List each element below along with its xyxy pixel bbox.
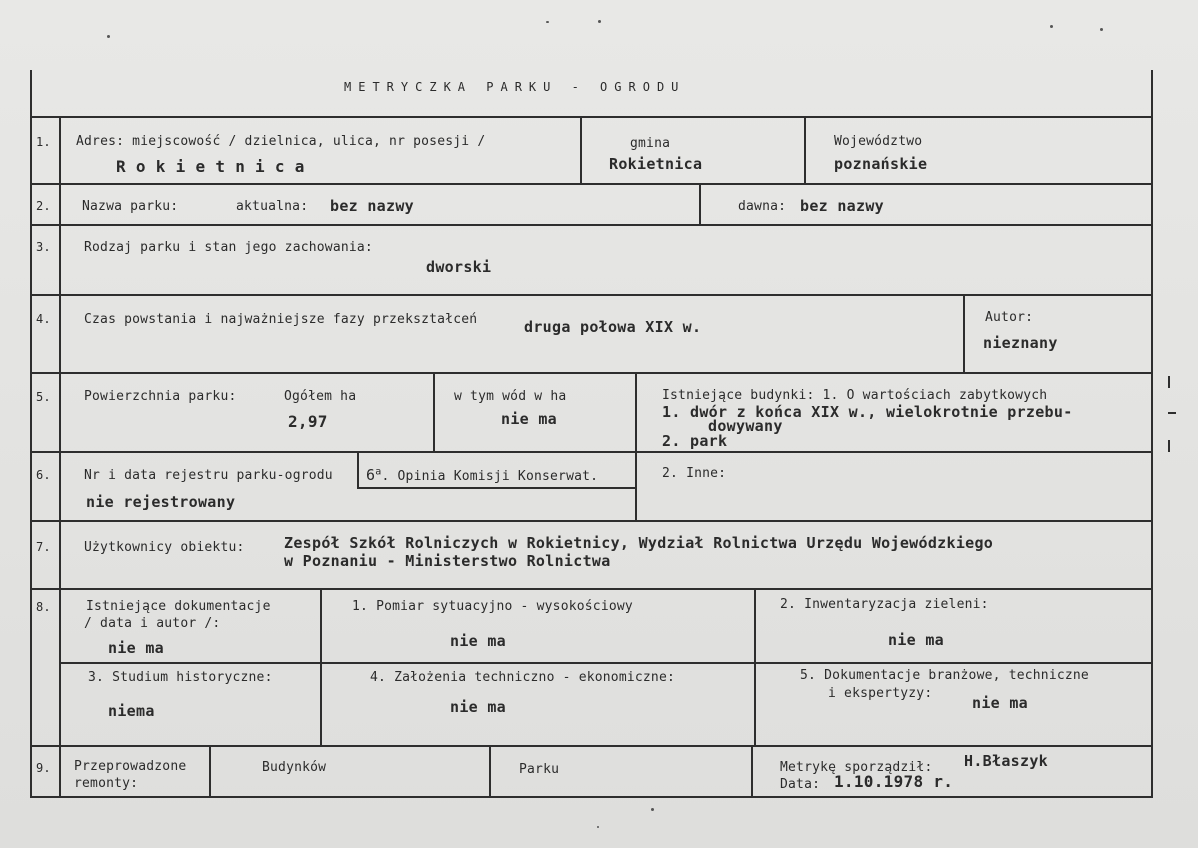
- wojewodztwo-value: poznańskie: [834, 155, 928, 173]
- users-value-line-2: w Poznaniu - Ministerstwo Rolnictwa: [284, 552, 611, 570]
- cell-divider: [433, 372, 435, 452]
- repairs-label-1: Przeprowadzone: [74, 759, 187, 774]
- row-line: [30, 372, 1153, 374]
- register-label: Nr i data rejestru parku-ogrodu: [84, 468, 333, 483]
- origin-label: Czas powstania i najważniejsze fazy przekształceń: [84, 312, 478, 327]
- branch-docs-label-2: i ekspertyzy:: [828, 686, 933, 701]
- paper-speck: [651, 808, 654, 811]
- author-value: nieznany: [983, 334, 1058, 352]
- row-number: 4.: [36, 312, 51, 326]
- date-label: Data:: [780, 777, 821, 792]
- wojewodztwo-label: Województwo: [834, 134, 923, 149]
- row-line: [30, 796, 1153, 798]
- park-name-former-label: dawna:: [738, 199, 787, 214]
- building-1-continued: dowywany: [708, 417, 783, 435]
- row-line: [30, 294, 1153, 296]
- gmina-label: gmina: [630, 136, 671, 151]
- techeco-label: 4. Założenia techniczno - ekonomiczne:: [370, 670, 676, 685]
- prepared-by-value: H.Błaszyk: [964, 752, 1048, 770]
- row-number: 1.: [36, 135, 51, 149]
- gmina-value: Rokietnica: [609, 155, 703, 173]
- address-value: R o k i e t n i c a: [116, 157, 305, 176]
- repairs-label-2: remonty:: [74, 776, 139, 791]
- history-label: 3. Studium historyczne:: [88, 670, 273, 685]
- cell-divider: [963, 294, 965, 373]
- address-label: Adres: miejscowość / dzielnica, ulica, nr posesji /: [76, 134, 486, 149]
- opinion-label: [366, 466, 598, 484]
- paper-speck: [546, 21, 549, 23]
- margin-mark: [1168, 412, 1176, 414]
- park-name-former-value: bez nazwy: [800, 197, 884, 215]
- area-label: Powierzchnia parku:: [84, 389, 237, 404]
- cell-divider: [804, 116, 806, 184]
- row-number: 8.: [36, 600, 51, 614]
- water-area-label: w tym wód w ha: [454, 389, 567, 404]
- margin-mark: [1168, 376, 1170, 388]
- row-line: [30, 224, 1153, 226]
- paper-speck: [598, 20, 601, 23]
- building-1: 1. dwór z końca XIX w., wielokrotnie przebu-: [662, 403, 1073, 421]
- cell-divider: [489, 745, 491, 797]
- paper-speck: [1050, 25, 1053, 28]
- paper-speck: [107, 35, 110, 38]
- row-line: [30, 520, 1153, 522]
- park-name-current-value: bez nazwy: [330, 197, 414, 215]
- opinion-text: . Opinia Komisji Konserwat.: [381, 469, 599, 484]
- cell-divider: [751, 745, 753, 797]
- row-number: 2.: [36, 199, 51, 213]
- frame-left: [30, 70, 32, 798]
- frame-right: [1151, 70, 1153, 798]
- margin-mark: [1168, 440, 1170, 452]
- survey-label: 1. Pomiar sytuacyjno - wysokościowy: [352, 599, 633, 614]
- other-label: 2. Inne:: [662, 466, 727, 481]
- row-line: [30, 183, 1153, 185]
- branch-docs-value: nie ma: [972, 694, 1028, 712]
- repairs-park-label: Parku: [519, 762, 560, 777]
- cell-divider: [320, 588, 322, 746]
- docs-label-1: Istniejące dokumentacje: [86, 599, 271, 614]
- row-number: 5.: [36, 390, 51, 404]
- survey-value: nie ma: [450, 632, 506, 650]
- prepared-by-label: Metrykę sporządził:: [780, 760, 933, 775]
- greenery-label: 2. Inwentaryzacja zieleni:: [780, 597, 989, 612]
- buildings-label: Istniejące budynki: 1. O wartościach zabytkowych: [662, 388, 1048, 403]
- author-label: Autor:: [985, 310, 1034, 325]
- building-2: 2. park: [662, 432, 728, 450]
- water-area-value: nie ma: [501, 410, 557, 428]
- row-number: 6.: [36, 468, 51, 482]
- form-title: METRYCZKA PARKU - OGRODU: [344, 80, 686, 94]
- docs-value: nie ma: [108, 639, 164, 657]
- cell-divider: [635, 372, 637, 452]
- park-type-value: dworski: [426, 258, 492, 276]
- greenery-value: nie ma: [888, 631, 944, 649]
- row-line: [59, 662, 1153, 664]
- park-type-label: Rodzaj parku i stan jego zachowania:: [84, 240, 373, 255]
- cell-divider: [357, 487, 637, 489]
- park-name-label: Nazwa parku:: [82, 199, 179, 214]
- row-line: [30, 451, 1153, 453]
- paper-speck: [597, 826, 599, 828]
- total-area-label: Ogółem ha: [284, 389, 357, 404]
- park-name-current-label: aktualna:: [236, 199, 309, 214]
- paper-speck: [1100, 28, 1103, 31]
- history-value: niema: [108, 702, 155, 720]
- cell-divider: [754, 588, 756, 746]
- row-line: [30, 588, 1153, 590]
- cell-divider: [699, 183, 701, 225]
- cell-divider: [209, 745, 211, 797]
- date-value: 1.10.1978 r.: [834, 772, 954, 791]
- register-value: nie rejestrowany: [86, 493, 236, 511]
- users-label: Użytkownicy obiektu:: [84, 540, 245, 555]
- docs-label-2: / data i autor /:: [84, 616, 221, 631]
- row-number: 7.: [36, 540, 51, 554]
- repairs-buildings-label: Budynków: [262, 760, 327, 775]
- origin-value: druga połowa XIX w.: [524, 318, 702, 336]
- row-number: 9.: [36, 761, 51, 775]
- row-number: 3.: [36, 240, 51, 254]
- cell-divider: [635, 451, 637, 521]
- branch-docs-label-1: 5. Dokumentacje branżowe, techniczne: [800, 668, 1089, 683]
- users-value-line-1: Zespół Szkół Rolniczych w Rokietnicy, Wydział Rolnictwa Urzędu Wojewódzkiego: [284, 534, 994, 552]
- techeco-value: nie ma: [450, 698, 506, 716]
- opinion-sup: a: [375, 466, 382, 478]
- opinion-number: 6: [366, 466, 376, 484]
- total-area-value: 2,97: [288, 412, 328, 431]
- row-line: [30, 745, 1153, 747]
- cell-divider: [357, 451, 359, 488]
- cell-divider: [580, 116, 582, 184]
- number-column-line: [59, 116, 61, 798]
- row-line: [30, 116, 1153, 118]
